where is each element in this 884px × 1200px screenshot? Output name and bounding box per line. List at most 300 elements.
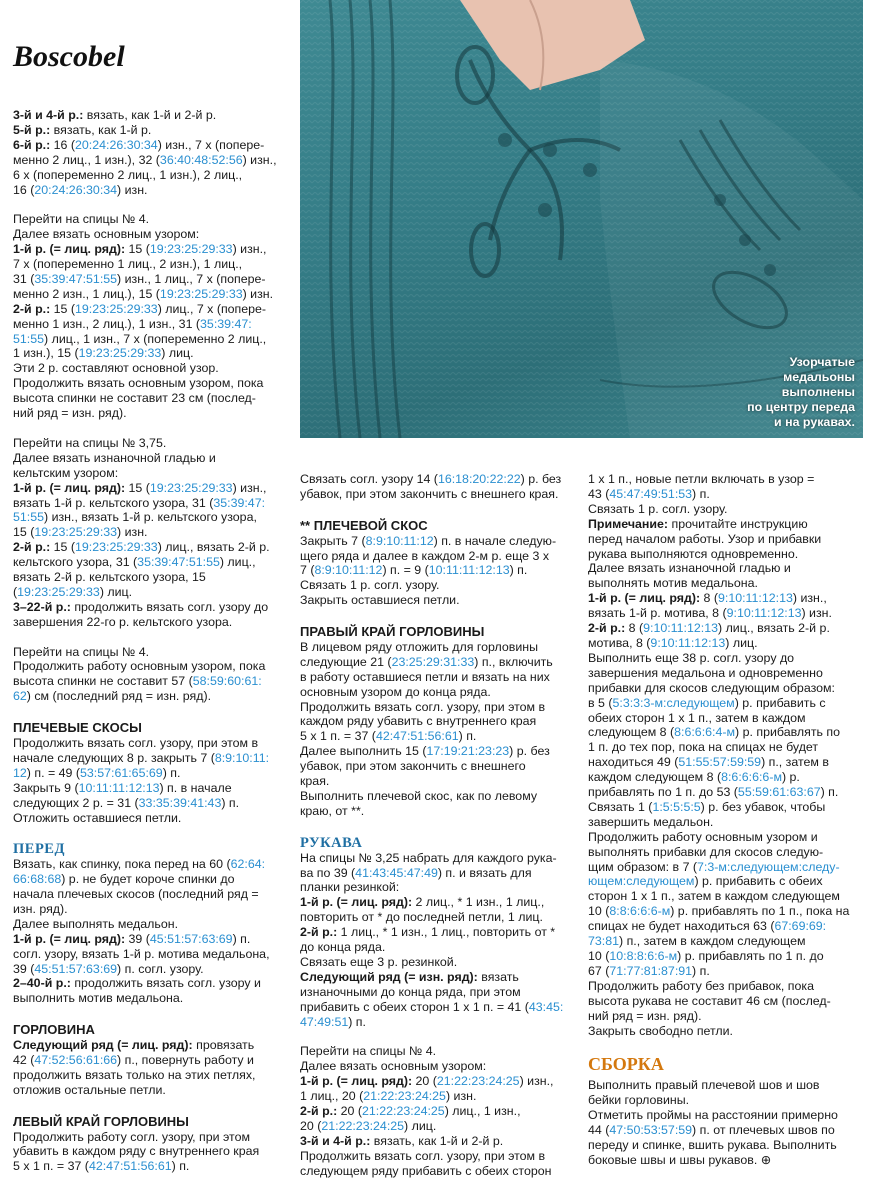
text-segment: ) п. = 49 ( [26,765,80,780]
size-values: 21:22:23:24:25 [363,1089,446,1104]
text-segment: 5 х 1 п. = 37 ( [13,1159,89,1174]
text-segment: начале следующих 8 р. закрыть 7 ( [13,750,215,765]
text-line [300,910,582,925]
text-line [13,496,295,511]
row-label: 5-й р.: [13,122,51,137]
text-line [13,302,295,317]
text-line [300,1164,582,1179]
row-label: 1-й р. (= лиц. ряд): [13,242,126,257]
paragraph-gap [13,197,295,212]
row-label: 1-й р. (= лиц. ряд): [13,480,126,495]
text-line [13,585,295,600]
text-segment: каждом следующем 8 ( [588,770,722,785]
text-line [13,242,295,257]
text-line [13,466,295,481]
size-values: 45:51:57:63:69 [149,931,233,946]
paragraph-gap [13,825,295,840]
text-line [588,472,873,487]
text-line [300,940,582,955]
text-segment: Закрыть свободно петли. [588,1023,734,1038]
paragraph-gap [13,1006,295,1021]
size-values: 10:11:11:12:13 [78,780,160,795]
text-segment: ) изн., 7 х (попере- [157,137,265,152]
row-label: 1-й р. (= лиц. ряд): [588,591,701,606]
text-line [13,811,295,826]
text-segment: ний ряд = изн. ряд). [13,406,127,421]
text-segment: провязать [192,1038,255,1053]
text-line [300,774,582,789]
text-segment: отложив остальные петли. [13,1082,166,1097]
text-line [13,736,295,751]
text-segment: следующие 21 ( [300,654,392,669]
text-segment: ) п. [509,563,528,578]
text-segment: Закрыть 9 ( [13,780,79,795]
text-segment: ) изн. [117,182,148,197]
text-segment: Далее вязать изнаночной гладью и [588,561,791,576]
size-values: ющем:следующем [588,874,695,889]
text-segment: каждом ряду убавить с внутреннего края [300,714,537,729]
text-line [13,436,295,451]
text-segment: 15 ( [125,242,150,257]
text-line [13,108,295,123]
text-segment: Перейти на спицы № 4. [300,1044,437,1059]
size-values: 55:59:61:63:67 [737,785,821,800]
text-segment: 1 п. до тех пор, пока на спицах не будет [588,740,819,755]
text-segment: убавок, при этом закончить с внешнего края. [300,486,559,501]
text-line [13,932,295,947]
text-segment: Выполнить правый плечевой шов и шов [588,1078,820,1093]
row-label: Следующий ряд (= изн. ряд): [300,969,478,984]
text-segment: 15 ( [13,525,35,540]
text-segment: продолжить вязать только на этих петлях, [13,1067,256,1082]
size-values: 10:8:8:6:6-м [609,949,678,963]
text-segment: 10 ( [588,904,610,919]
text-segment: ) лиц., 1 изн., 7 х (попеременно 2 лиц., [44,331,267,346]
text-segment: ) п. [171,1159,190,1174]
text-segment: продолжить вязать согл. узору до [70,599,269,614]
text-segment: завершения 22-го р. кельтского узора. [13,614,233,629]
text-line [588,621,873,636]
text-segment: мотива, 8 ( [588,635,651,650]
text-segment: рукава выполняются одновременно. [588,546,799,561]
text-segment: Далее вязать изнаночной гладью и [13,450,216,465]
text-line [588,725,873,740]
text-line [300,549,582,564]
size-values: 5:3:3:3-м:следующем [612,695,735,710]
text-segment: ( [13,584,18,599]
text-line [13,481,295,496]
text-line [300,1104,582,1119]
text-line [300,1044,582,1059]
text-segment: ) п., затем в каждом следующем [619,934,806,949]
text-segment: 1 изн.), 15 ( [13,346,79,361]
text-line [13,1038,295,1053]
paragraph-gap [300,608,582,623]
size-values: 45:51:57:63:69 [34,961,118,976]
text-segment: ) изн. [242,286,274,301]
text-segment: Продолжить работу основным узором, пока [13,659,266,674]
text-segment: завершения медальона и одновременно [588,665,823,680]
text-line [300,925,582,940]
text-segment: Связать 1 р. согл. узору. [300,578,440,593]
text-segment: ) р. [781,770,800,785]
text-column-left [13,108,295,1174]
caption-line: и на рукавах. [774,415,855,429]
text-segment: согл. узору, вязать 1-й р. мотива медальона, [13,946,270,961]
text-line [13,1068,295,1083]
size-values: 9:10:11:12:13 [643,621,718,636]
text-line [588,964,873,979]
text-segment: 39 ( [125,931,150,946]
text-segment: ) п. = 9 ( [382,563,429,578]
text-line [300,1089,582,1104]
text-segment: края. [300,774,330,789]
size-values: 71:77:81:87:91 [609,963,693,978]
text-segment: Перейти на спицы № 4. [13,644,150,659]
text-segment: ) р. не будет короче спинки до [61,872,235,887]
paragraph-gap [300,819,582,834]
text-segment: Выполнить плечевой скос, как по левому [300,789,538,803]
text-line [13,317,295,332]
text-segment: продолжить вязать согл. узору и [70,976,261,991]
size-values: 47:49:51 [300,1014,349,1029]
text-segment: ) п. согл. узору. [117,961,204,976]
row-label: Примечание: [588,516,669,531]
text-line [588,532,873,547]
text-segment: Отложить оставшиеся петли. [13,810,182,825]
text-line [13,781,295,796]
size-values: 23:25:29:31:33 [391,654,475,669]
text-line [13,406,295,421]
text-segment: вязать, как 1-й и 2-й р. [83,108,217,122]
text-line [588,517,873,532]
text-segment: 5 х 1 п. = 37 ( [300,729,376,744]
text-segment: кельтского узора, 31 ( [13,555,138,570]
row-label: 2-й р.: [300,1104,338,1118]
size-values: 9:10:11:12:13 [650,635,726,650]
text-column-right [588,472,873,1168]
text-segment: ) лиц., вязать 2-й р. [718,621,830,636]
text-segment: ) р. прибавить с обеих [694,874,823,889]
size-values: 12 [13,765,27,780]
text-segment: ) п., повернуть работу и [117,1053,254,1067]
text-line [300,895,582,910]
row-label: 2-й р.: [588,621,626,636]
text-segment: 31 ( [13,271,35,286]
text-segment: Связать 1 р. согл. узору. [588,501,728,516]
size-values: 19:23:25:29:33 [17,584,100,599]
text-segment: ) р. без [509,744,550,759]
text-line [588,830,873,845]
text-line [13,962,295,977]
text-segment: ) п. [221,795,240,810]
text-line [300,640,582,655]
text-line [588,666,873,681]
text-line [13,227,295,242]
text-segment: ) п. [232,931,251,946]
text-segment: прибавить с обеих сторон 1 х 1 п. = 41 ( [300,999,529,1014]
text-segment: Перейти на спицы № 4. [13,212,150,227]
text-line [300,578,582,593]
size-values: 35:39:47:51:55 [137,555,220,570]
text-line [588,696,873,711]
text-line [300,804,582,819]
text-line [588,1153,873,1168]
text-line [13,540,295,555]
text-segment: прибавлять по 1 п. до 53 ( [588,785,738,800]
text-line [300,593,582,608]
text-segment: 6 х (попеременно 2 лиц., 1 изн.), 2 лиц., [13,167,243,182]
text-line [588,636,873,651]
text-segment: щим образом: в 7 ( [588,859,698,874]
text-segment: ва по 39 ( [300,865,356,880]
size-values: 8:6:6:6:4-м [674,725,736,740]
text-line [588,1093,873,1108]
text-line [13,857,295,872]
size-values: 66:68:68 [13,872,62,887]
size-values: 8:8:6:6:6-м [609,904,671,919]
size-values: 19:23:25:29:33 [78,346,162,361]
text-line [300,1015,582,1030]
text-line [588,979,873,994]
text-line [588,651,873,666]
text-line [13,272,295,287]
text-segment: ) лиц. [99,584,133,599]
paragraph-gap [300,1029,582,1044]
text-line [13,376,295,391]
text-segment: ) изн., вязать 1-й р. кельтского узора, [44,510,257,525]
text-line [300,744,582,759]
text-line [588,547,873,562]
text-segment: 16 ( [50,137,76,152]
text-line [13,287,295,302]
text-segment: завершить медальон. [588,814,714,829]
text-line [588,487,873,502]
text-line [13,123,295,138]
text-segment: 7 х (попеременно 1 лиц., 2 изн.), 1 лиц., [13,257,243,272]
size-values: 33:35:39:41:43 [138,795,222,810]
size-values: 21:22:23:24:25 [321,1118,405,1133]
size-values: 73:81 [588,934,620,949]
text-segment: менно 2 изн., 1 лиц.), 15 ( [13,286,160,301]
text-segment: высота спинки не составит 23 см (послед- [13,391,256,406]
text-line [588,755,873,770]
text-line [300,955,582,970]
size-values: 35:39:47: [213,495,266,510]
text-line [13,555,295,570]
text-segment: Продолжить вязать согл. узору, при этом в [300,699,546,714]
text-line [300,1000,582,1015]
paragraph-gap [13,630,295,645]
text-segment: выполнять мотив медальона. [588,576,758,591]
row-label: 3-й и 4-й р.: [13,108,84,122]
text-segment: ) п. [458,729,477,744]
text-line [13,689,295,704]
text-line [588,845,873,860]
text-segment: вязать, как 1-й и 2-й р. [370,1133,504,1148]
text-segment: краю, от **. [300,803,365,818]
text-line [588,874,873,889]
text-segment: 15 ( [50,301,76,316]
text-segment: ) р. без [520,472,562,486]
size-values: 8:9:10:11:12 [365,533,434,548]
section-heading: ПЕРЕД [13,841,65,858]
text-line [13,332,295,347]
sweater-photo [300,0,863,438]
text-segment: 20 ( [300,1118,322,1133]
text-line [13,1144,295,1159]
text-segment: Закрыть оставшиеся петли. [300,593,460,608]
size-values: 58:59:60:61: [192,674,262,689]
row-label: 1-й р. (= лиц. ряд): [300,895,413,910]
row-label: 1-й р. (= лиц. ряд): [13,931,126,946]
text-segment: ) р. прибавлять по 1 п., пока на [670,904,850,919]
text-segment: 7 ( [300,563,315,578]
text-segment: Далее вязать основным узором: [300,1059,487,1074]
text-line [300,880,582,895]
text-line [588,889,873,904]
text-segment: 1 лиц., * 1 изн., 1 лиц., повторить от * [337,925,556,940]
row-label: 1-й р. (= лиц. ряд): [300,1074,413,1089]
section-heading: ПРАВЫЙ КРАЙ ГОРЛОВИНЫ [300,624,485,640]
caption-line: выполнены [781,385,855,399]
text-segment: Связать согл. узору 14 ( [300,472,438,486]
text-line [300,1059,582,1074]
size-values: 7:3-м:следующем:следу- [697,859,840,874]
size-values: 41:43:45:47:49 [355,865,438,880]
text-line [13,1159,295,1174]
text-segment: Связать еще 3 р. резинкой. [300,954,458,969]
text-segment: Вязать, как спинку, пока перед на 60 ( [13,857,231,872]
text-segment: ) р. прибавлять по 1 п. до [677,949,824,963]
text-line [300,714,582,729]
text-segment: ) изн., [792,591,827,606]
text-segment: Продолжить работу согл. узору, при этом [13,1129,250,1144]
text-line [13,168,295,183]
text-segment: ) п. [692,486,710,501]
text-line [300,759,582,774]
page-title: Boscobel [13,40,125,73]
text-line [588,770,873,785]
size-values: 19:23:25:29:33 [75,301,158,316]
section-heading: ** ПЛЕЧЕВОЙ СКОС [300,517,428,533]
text-line [13,645,295,660]
text-line [588,711,873,726]
text-line [300,700,582,715]
text-segment: бейки горловины. [588,1093,690,1108]
size-values: 42:47:51:56:61 [88,1159,172,1174]
text-segment: прибавки для скосов следующим образом: [588,680,835,695]
text-segment: ) лиц., 1 изн., [444,1104,521,1118]
text-segment: сторон 1 х 1 п., затем в каждом следующем [588,889,840,904]
size-values: 19:23:25:29:33 [159,286,243,301]
text-line [13,902,295,917]
text-line [588,1123,873,1138]
text-segment: Продолжить работу без прибавок, пока [588,978,814,993]
text-line [300,1149,582,1164]
text-segment: вязать 1-й р. кельтского узора, 31 ( [13,495,214,510]
text-segment: ний ряд = изн. ряд). [588,1008,702,1023]
paragraph-gap [13,704,295,719]
text-line [588,919,873,934]
text-line [13,991,295,1006]
size-values: 9:10:11:12:13 [726,606,802,621]
text-line [588,591,873,606]
size-values: 62:64: [230,857,266,872]
caption-line: медальоны [783,370,855,384]
text-segment: изн. ряд). [13,901,68,916]
text-segment: В лицевом ряду отложить для горловины [300,639,538,654]
text-line [13,947,295,962]
text-line [300,487,582,502]
section-heading: ГОРЛОВИНА [13,1022,95,1038]
paragraph-gap [588,1038,873,1053]
text-segment: высота рукава не составит 46 см (послед- [588,993,831,1008]
text-line [13,659,295,674]
text-line [13,674,295,689]
text-line [300,729,582,744]
text-line [300,789,582,804]
text-line [588,606,873,621]
text-segment: 15 ( [125,480,150,495]
text-segment: убавок, при этом закончить с внешнего [300,759,526,774]
text-line [588,860,873,875]
size-values: 35:39:47: [200,316,252,331]
text-segment: перед началом работы. Узор и прибавки [588,531,822,546]
text-segment: планки резинкой: [300,880,400,895]
size-values: 51:55 [13,510,45,525]
text-segment: Выполнить еще 38 р. согл. узору до [588,650,795,665]
text-segment: основным узором до конца ряда. [300,684,491,699]
size-values: 47:50:53:57:59 [609,1122,693,1137]
text-segment: Закрыть 7 ( [300,533,366,548]
text-segment: 43 ( [588,486,610,501]
text-line [13,361,295,376]
text-line [300,851,582,866]
row-label: 3-й и 4-й р.: [300,1133,371,1148]
text-segment: прочитайте инструкцию [668,516,808,531]
caption-line: Узорчатые [789,355,855,369]
section-heading: ПЛЕЧЕВЫЕ СКОСЫ [13,720,142,736]
text-segment: 1 х 1 п., новые петли включать в узор = [588,472,815,486]
text-segment: следующем ряду прибавить с обеих сторон [300,1163,552,1178]
row-label: 2–40-й р.: [13,976,71,991]
size-values: 36:40:48:52:56 [159,152,243,167]
text-segment: находиться 49 ( [588,755,679,770]
text-segment: высота спинки не составит 57 ( [13,674,193,689]
size-values: 19:23:25:29:33 [149,242,233,257]
text-segment: ) п. [692,963,710,978]
text-line [13,917,295,932]
text-segment: 2 лиц., * 1 изн., 1 лиц., [412,895,545,910]
text-line [13,1130,295,1145]
text-line [588,1078,873,1093]
text-line [300,563,582,578]
size-values: 53:57:61:65:69 [80,765,163,780]
row-label: 2-й р.: [13,540,51,555]
size-values: 16:18:20:22:22 [437,472,521,486]
text-segment: ) п. в начале следую- [433,533,557,548]
text-segment: ) п. [820,785,839,800]
paragraph-gap [13,421,295,436]
section-heading: СБОРКА [588,1054,664,1075]
text-segment: вязать [477,969,519,984]
text-segment: в 5 ( [588,695,613,710]
size-values: 62 [13,689,27,704]
caption-line: по центру переда [747,400,855,414]
text-segment: ) изн., [519,1074,554,1089]
text-line [588,1024,873,1039]
